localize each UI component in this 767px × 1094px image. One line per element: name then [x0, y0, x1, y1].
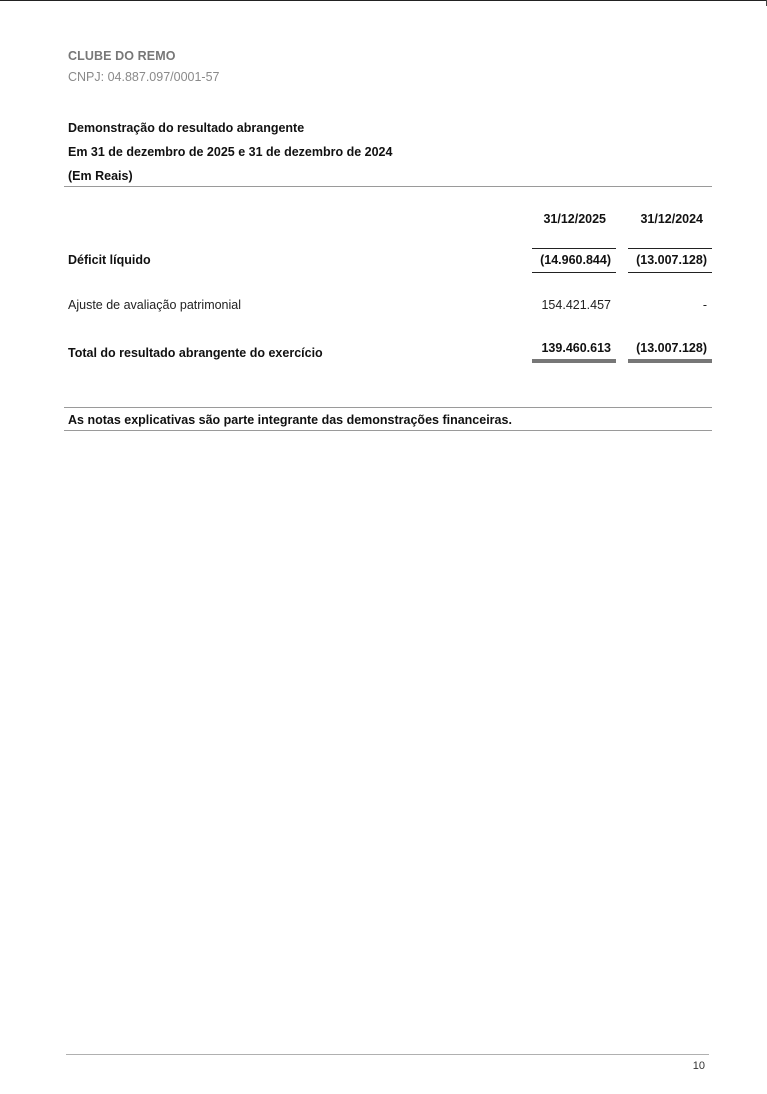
total-value-2025: 139.460.613 [541, 341, 611, 355]
row-label-deficit: Déficit líquido [68, 253, 151, 267]
row-label-ajuste: Ajuste de avaliação patrimonial [68, 298, 242, 312]
footer-divider [66, 1054, 709, 1055]
row-label-total: Total do resultado abrangente do exercício [68, 346, 323, 360]
page-top-border [0, 0, 767, 1]
header-divider [64, 186, 712, 187]
ajuste-value-2025: 154.421.457 [541, 298, 611, 312]
column-header-2025: 31/12/2025 [543, 212, 606, 226]
deficit-value-2025: (14.960.844) [540, 253, 611, 267]
company-name: CLUBE DO REMO [68, 49, 176, 63]
company-cnpj: CNPJ: 04.887.097/0001-57 [68, 70, 220, 84]
total-2024-double-rule [628, 359, 712, 363]
total-value-2024: (13.007.128) [636, 341, 707, 355]
deficit-value-2024: (13.007.128) [636, 253, 707, 267]
deficit-2025-bottom-rule [532, 272, 616, 273]
statement-period: Em 31 de dezembro de 2025 e 31 de dezembro de 2024 [68, 145, 393, 159]
column-header-2024: 31/12/2024 [640, 212, 703, 226]
deficit-2024-bottom-rule [628, 272, 712, 273]
ajuste-value-2024: - [702, 298, 707, 312]
notes-bottom-divider [64, 430, 712, 431]
notes-statement: As notas explicativas são parte integrante das demonstrações financeiras. [68, 413, 512, 427]
deficit-2024-top-rule [628, 248, 712, 249]
statement-currency: (Em Reais) [68, 169, 133, 183]
deficit-2025-top-rule [532, 248, 616, 249]
page-number: 10 [692, 1060, 705, 1072]
total-2025-double-rule [532, 359, 616, 363]
notes-top-divider [64, 407, 712, 408]
statement-title: Demonstração do resultado abrangente [68, 121, 305, 135]
